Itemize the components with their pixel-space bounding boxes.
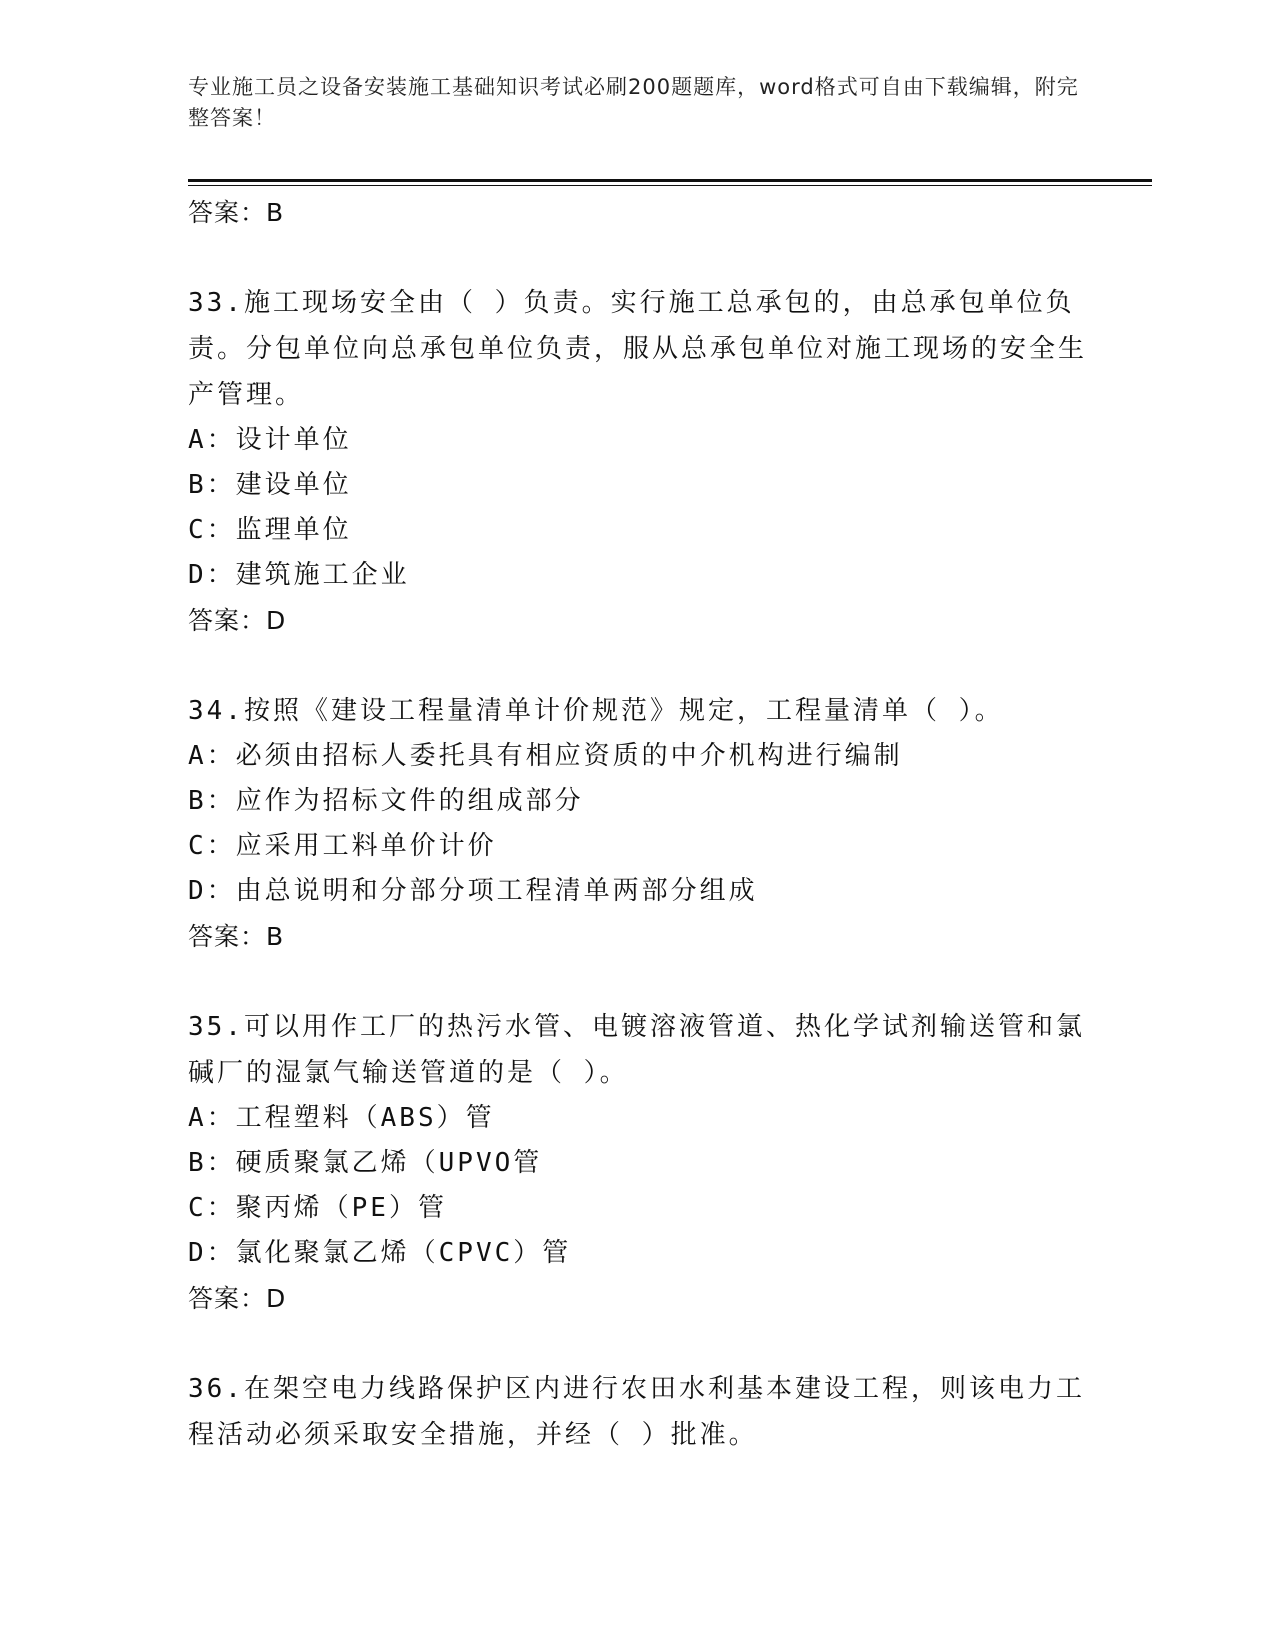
question-33-option-a: A：设计单位 (188, 425, 352, 455)
question-35-option-b: B：硬质聚氯乙烯（UPVO管 (188, 1148, 543, 1178)
header-divider-thick (188, 179, 1152, 182)
question-33-answer: 答案：D (188, 606, 287, 635)
question-34-option-d: D：由总说明和分部分项工程清单两部分组成 (188, 876, 758, 906)
header-divider-thin (188, 185, 1152, 186)
question-35-option-a: A：工程塑料（ABS）管 (188, 1103, 495, 1133)
previous-answer: 答案：B (188, 198, 285, 227)
question-35-answer: 答案：D (188, 1284, 287, 1313)
question-35-text: 35.可以用作工厂的热污水管、电镀溶液管道、热化学试剂输送管和氯碱厂的湿氯气输送管道的是（ ）。 (188, 1012, 1085, 1088)
question-33-option-c: C：监理单位 (188, 515, 352, 545)
question-34-option-a: A：必须由招标人委托具有相应资质的中介机构进行编制 (188, 741, 903, 771)
question-33-option-d: D：建筑施工企业 (188, 560, 410, 590)
question-35-option-d: D：氯化聚氯乙烯（CPVC）管 (188, 1238, 572, 1268)
question-34-option-b: B：应作为招标文件的组成部分 (188, 786, 584, 816)
question-36-text: 36.在架空电力线路保护区内进行农田水利基本建设工程，则该电力工程活动必须采取安全措施，并经（ ）批准。 (188, 1374, 1085, 1450)
question-34-option-c: C：应采用工料单价计价 (188, 831, 497, 861)
question-35-option-c: C：聚丙烯（PE）管 (188, 1193, 447, 1223)
question-33-option-b: B：建设单位 (188, 470, 352, 500)
document-header: 专业施工员之设备安装施工基础知识考试必刷200题题库，word格式可自由下载编辑，附完整答案！ (188, 75, 1079, 130)
question-34-answer: 答案：B (188, 922, 285, 951)
question-34-text: 34.按照《建设工程量清单计价规范》规定，工程量清单（ ）。 (188, 696, 1004, 726)
question-33-text: 33.施工现场安全由（ ）负责。实行施工总承包的，由总承包单位负责。分包单位向总承包单位负责，服从总承包单位对施工现场的安全生产管理。 (188, 288, 1088, 410)
document-body (188, 190, 1088, 1458)
